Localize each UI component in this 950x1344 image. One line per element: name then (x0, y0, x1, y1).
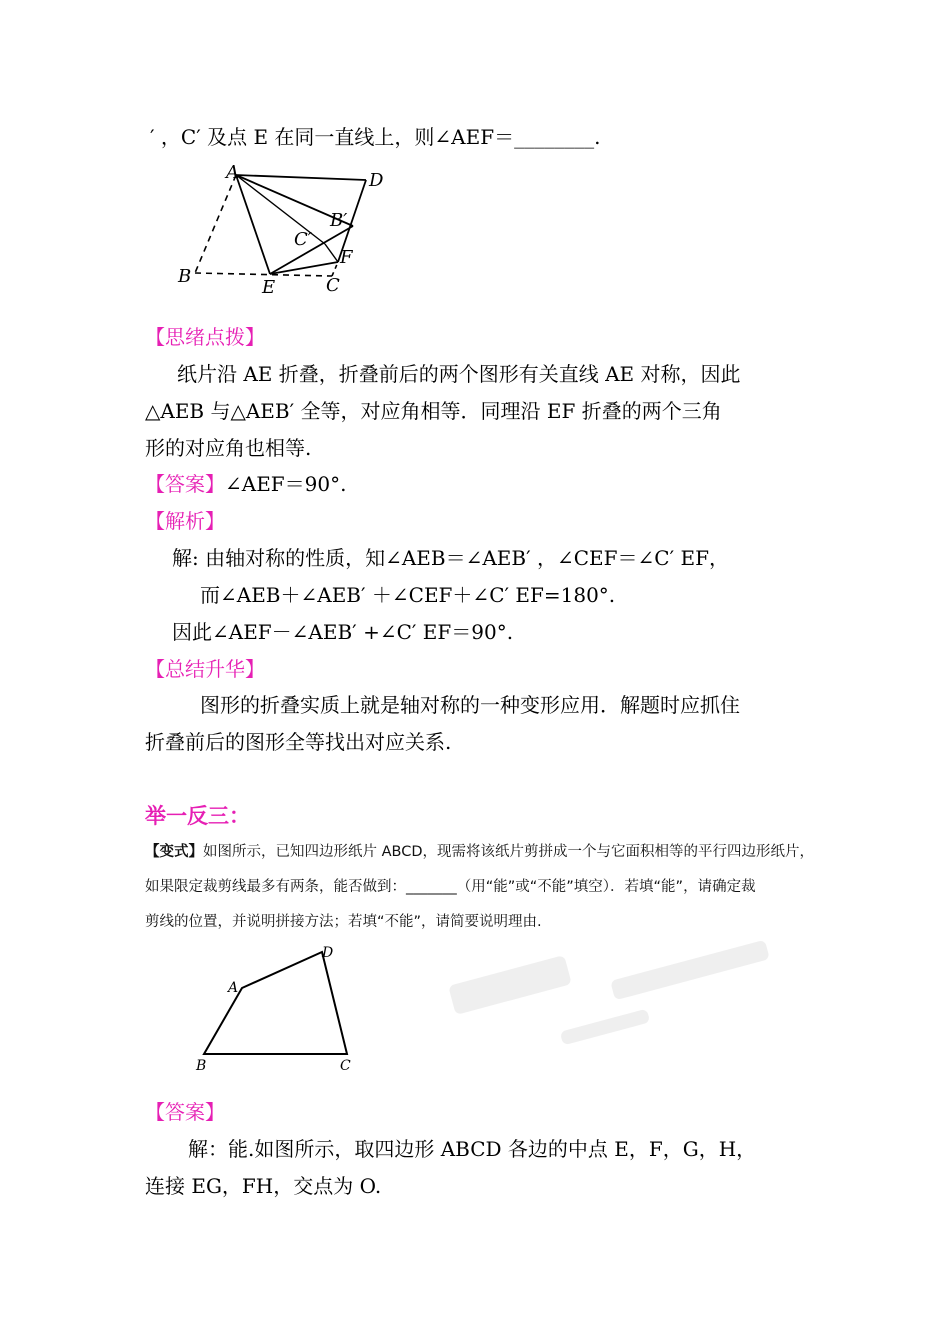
answer-2-line-1: 解：能.如图所示，取四边形 ABCD 各边的中点 E，F，G，H， (188, 1137, 757, 1161)
analysis-heading: 【解析】 (145, 509, 225, 533)
practice-line-3: 剪线的位置，并说明拼接方法；若填“不能”，请简要说明理由. (145, 914, 542, 930)
dashed-edge-cf (332, 262, 338, 276)
label-e: E (262, 277, 276, 298)
edge-ae (236, 175, 270, 274)
edge-ad (236, 175, 366, 180)
hint-heading: 【思绪点拨】 (145, 325, 265, 349)
hint-line-3: 形的对应角也相等. (145, 436, 312, 460)
summary-line-2: 折叠前后的图形全等找出对应关系. (145, 730, 452, 754)
hint-line-2: △AEB 与△AEB′ 全等，对应角相等．同理沿 EF 折叠的两个三角 (145, 399, 722, 423)
practice-heading: 举一反三： (145, 803, 250, 828)
practice-line-2: 如果限定裁剪线最多有两条，能否做到：_______（用“能”或“不能”填空）．若填“能”，请确定裁 (145, 879, 756, 895)
summary-heading: 【总结升华】 (145, 657, 265, 681)
answer-1 (145, 471, 346, 497)
label-b: B (178, 266, 192, 287)
label-c: C (326, 275, 340, 296)
label-c-prime: C′ (294, 229, 312, 250)
quadrilateral-abcd (204, 952, 347, 1054)
label-quad-d: D (322, 945, 334, 961)
dashed-edge-ab (195, 175, 236, 273)
label-quad-a: A (228, 980, 239, 996)
answer-2-line-2: 连接 EG，FH，交点为 O. (145, 1174, 382, 1198)
practice-text-1: 如图所示，已知四边形纸片 ABCD，现需将该纸片剪拼成一个与它面积相等的平行四边形纸片， (203, 844, 815, 860)
answer-1-text: ∠AEF＝90°. (225, 472, 347, 496)
figure-fold-diagram (170, 160, 410, 300)
label-d: D (369, 170, 384, 191)
label-b-prime: B′ (330, 210, 348, 231)
analysis-line-2: 而∠AEB＋∠AEB′ ＋∠CEF＋∠C′ EF=180°. (200, 583, 616, 607)
analysis-line-1: 解: 由轴对称的性质，知∠AEB＝∠AEB′ ，∠CEF＝∠C′ EF， (172, 546, 729, 570)
answer-2-heading: 【答案】 (145, 1100, 225, 1124)
dashed-edge-bc (195, 273, 332, 276)
summary-line-1: 图形的折叠实质上就是轴对称的一种变形应用．解题时应抓住 (200, 693, 740, 717)
hint-line-1: 纸片沿 AE 折叠，折叠前后的两个图形有关直线 AE 对称，因此 (177, 362, 741, 386)
variant-tag: 【变式】 (145, 844, 203, 860)
question-tail: ′ ，C′ 及点 E 在同一直线上，则∠AEF＝________. (150, 125, 601, 149)
label-quad-b: B (196, 1058, 207, 1074)
edge-c-prime-f (325, 244, 338, 262)
answer-1-heading: 【答案】 (145, 472, 225, 496)
label-a: A (226, 162, 239, 183)
watermark (410, 930, 850, 1070)
analysis-line-3: 因此∠AEF－∠AEB′ +∠C′ EF＝90°. (172, 620, 514, 644)
practice-line-1 (145, 842, 814, 862)
label-quad-c: C (340, 1058, 351, 1074)
label-f: F (340, 247, 353, 268)
figure-quadrilateral (190, 940, 370, 1080)
